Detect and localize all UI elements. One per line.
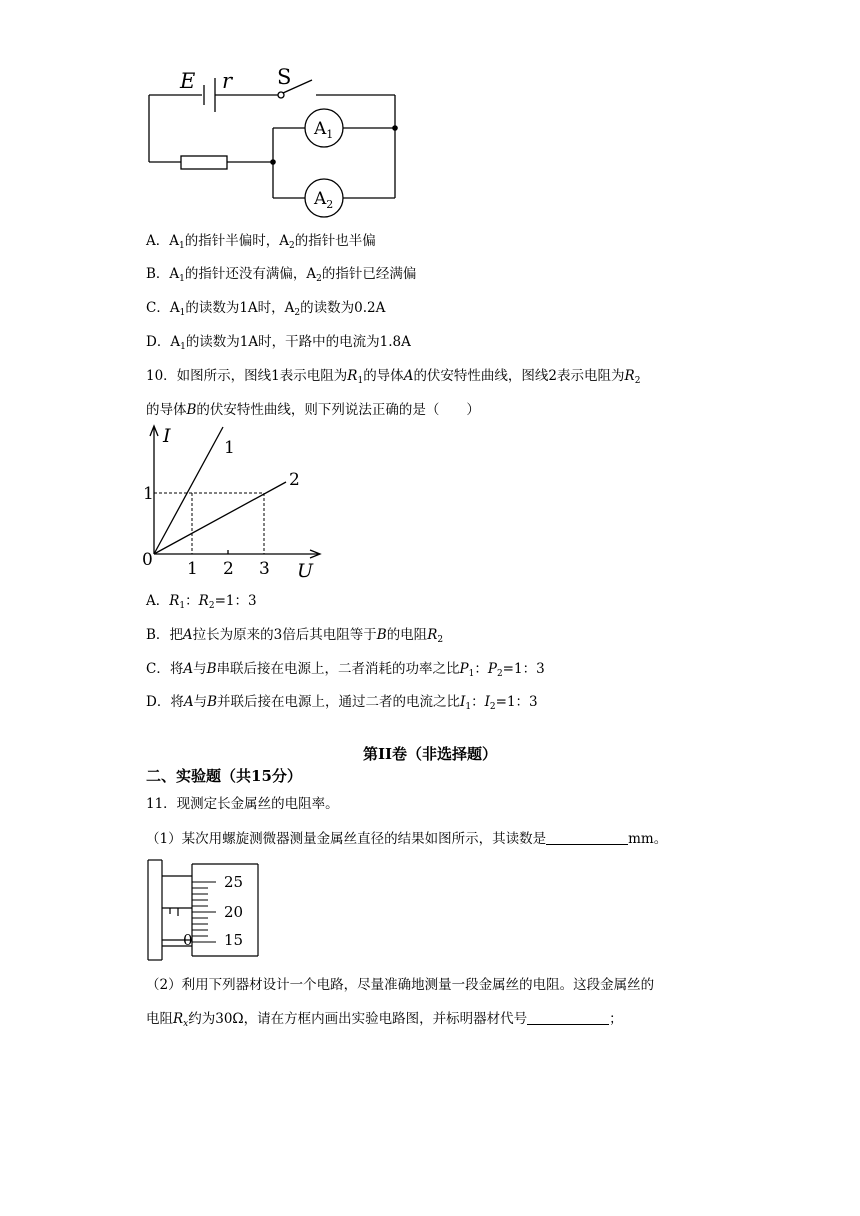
- switch-label: S: [277, 65, 292, 89]
- x-axis-label: U: [297, 560, 314, 582]
- circuit-diagram: [140, 60, 410, 220]
- y-tick-1: 1: [143, 484, 154, 504]
- q10-stem-line1: 10．如图所示，图线1表示电阻为$R_1$的导体A的伏安特性曲线，图线2表示电阻为$R_2$: [146, 368, 641, 386]
- line2-label: 2: [289, 470, 300, 490]
- internal-resistance-label: r: [222, 69, 233, 93]
- x-tick-1: 1: [187, 559, 198, 579]
- scale-15: 15: [224, 931, 244, 949]
- q9-option-d: D．$A_1$的读数为1A时，干路中的电流为1.8A: [146, 334, 411, 352]
- answer-blank-2[interactable]: [527, 1010, 609, 1025]
- q10-option-a: A．$R_1$：$R_2=1$：3: [146, 593, 257, 611]
- q11-part2-line2: 电阻$R_x$约为30Ω，请在方框内画出实验电路图，并标明器材代号 ；: [146, 1011, 623, 1029]
- y-axis-label: I: [163, 425, 171, 447]
- scale-20: 20: [224, 903, 244, 921]
- q9-option-b: B．$A_1$的指针还没有满偏，$A_2$的指针已经满偏: [146, 266, 417, 284]
- ammeter2-label: $A_2$: [314, 189, 334, 211]
- q11-part2-line1: （2）利用下列器材设计一个电路，尽量准确地测量一段金属丝的电阻。这段金属丝的: [146, 977, 655, 993]
- q11-stem: 11．现测定长金属丝的电阻率。: [146, 796, 339, 812]
- q10-stem-line2: 的导体B的伏安特性曲线，则下列说法正确的是（ ）: [146, 402, 480, 418]
- q10-option-d: D．将A与B并联后接在电源上，通过二者的电流之比$I_1$：$I_2=1$：3: [146, 694, 538, 712]
- emf-label: E: [180, 69, 196, 93]
- answer-blank-1[interactable]: [546, 830, 628, 845]
- q10-option-b: B．把A拉长为原来的3倍后其电阻等于B的电阻$R_2$: [146, 627, 444, 645]
- micrometer-diagram: [140, 856, 270, 964]
- line1-label: 1: [224, 438, 235, 458]
- part2-title: 第II卷（非选择题）: [362, 745, 498, 763]
- iu-graph: [140, 422, 330, 587]
- x-tick-2: 2: [223, 559, 234, 579]
- section2-heading: 二、实验题（共15分）: [146, 767, 302, 785]
- q10-option-c: C．将A与B串联后接在电源上，二者消耗的功率之比$P_1$：$P_2=1$：3: [146, 661, 545, 679]
- q9-option-a: A．$A_1$的指针半偏时，$A_2$的指针也半偏: [146, 233, 376, 251]
- q11-part1: （1）某次用螺旋测微器测量金属丝直径的结果如图所示，其读数是 mm。: [146, 831, 668, 847]
- scale-zero: 0: [183, 931, 193, 949]
- x-tick-3: 3: [259, 559, 270, 579]
- ammeter1-label: $A_1$: [314, 119, 334, 141]
- origin-label: 0: [142, 550, 153, 570]
- scale-25: 25: [224, 873, 244, 891]
- q9-option-c: C．$A_1$的读数为1A时，$A_2$的读数为0.2A: [146, 300, 386, 318]
